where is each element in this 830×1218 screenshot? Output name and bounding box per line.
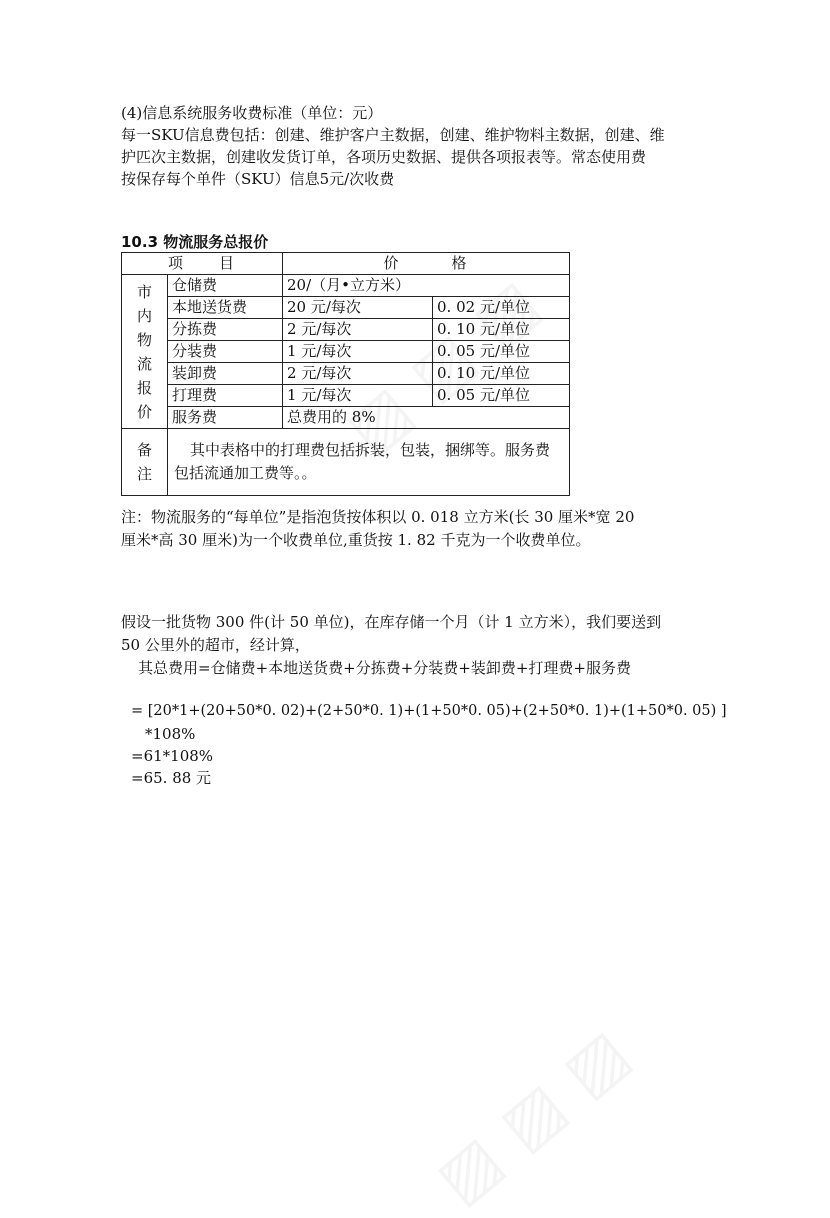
row-price: 2 元/每次: [283, 363, 433, 385]
table-row: [122, 275, 570, 297]
footnote-line: 注：物流服务的“每单位”是指泡货按体积以 0. 018 立方米(长 30 厘米*宽 20: [121, 508, 635, 526]
calc-line: = [20*1+(20+50*0. 02)+(2+50*0. 1)+(1+50*0. 05)+(2+50*0. 1)+(1+50*0. 05) ]: [131, 703, 727, 719]
calc-line: =61*108%: [131, 747, 214, 765]
header-item: 项 目: [122, 253, 283, 275]
row-name: 服务费: [168, 407, 283, 429]
row-name: 仓储费: [168, 275, 283, 297]
row-price: 1 元/每次: [283, 341, 433, 363]
row-name: 打理费: [168, 385, 283, 407]
row-price: 1 元/每次: [283, 385, 433, 407]
row-price: 总费用的 8%: [283, 407, 570, 429]
footnote-line: 厘米*高 30 厘米)为一个收费单位,重货按 1. 82 千克为一个收费单位。: [121, 531, 591, 549]
row-name: 装卸费: [168, 363, 283, 385]
calc-line: *108%: [145, 725, 196, 743]
table-row: [122, 319, 570, 341]
row-name: 本地送货费: [168, 297, 283, 319]
example-line: 假设一批货物 300 件(计 50 单位)，在库存储一个月（计 1 立方米），我们要送到: [121, 613, 662, 631]
intro-line: 按保存每个单件（SKU）信息5元/次收费: [121, 170, 395, 188]
row-unit-price: 0. 10 元/单位: [433, 363, 570, 385]
example-formula: 其总费用=仓储费+本地送货费+分拣费+分装费+装卸费+打理费+服务费: [138, 659, 631, 677]
calc-result: =65. 88 元: [131, 769, 212, 787]
watermark: [423, 1016, 644, 1218]
row-unit-price: 0. 10 元/单位: [433, 319, 570, 341]
intro-heading: (4)信息系统服务收费标准（单位：元）: [121, 104, 383, 122]
group-label: 市内物流报价: [122, 275, 168, 429]
table-row: [122, 407, 570, 429]
row-name: 分装费: [168, 341, 283, 363]
table-header-row: [122, 253, 570, 275]
row-unit-price: 0. 02 元/单位: [433, 297, 570, 319]
header-price: 价 格: [283, 253, 570, 275]
table-row: [122, 297, 570, 319]
row-unit-price: 0. 05 元/单位: [433, 341, 570, 363]
table-row: [122, 385, 570, 407]
remark-label: 备注: [122, 429, 168, 496]
remark-row: [122, 429, 570, 496]
section-title: 10.3 物流服务总报价: [121, 233, 269, 251]
row-price: 2 元/每次: [283, 319, 433, 341]
intro-line: 护匹次主数据，创建收发货订单，各项历史数据、提供各项报表等。常态使用费: [121, 148, 647, 166]
remark-text: 其中表格中的打理费包括拆装，包装，捆绑等。服务费包括流通加工费等。。: [168, 429, 570, 496]
price-table: [121, 252, 570, 496]
row-price: 20 元/每次: [283, 297, 433, 319]
example-line: 50 公里外的超市，经计算，: [121, 636, 310, 654]
intro-line: 每一SKU信息费包括：创建、维护客户主数据，创建、维护物料主数据，创建、维: [121, 126, 665, 144]
row-unit-price: 0. 05 元/单位: [433, 385, 570, 407]
table-row: [122, 363, 570, 385]
table-row: [122, 341, 570, 363]
row-price: 20/（月•立方米）: [283, 275, 570, 297]
row-name: 分拣费: [168, 319, 283, 341]
